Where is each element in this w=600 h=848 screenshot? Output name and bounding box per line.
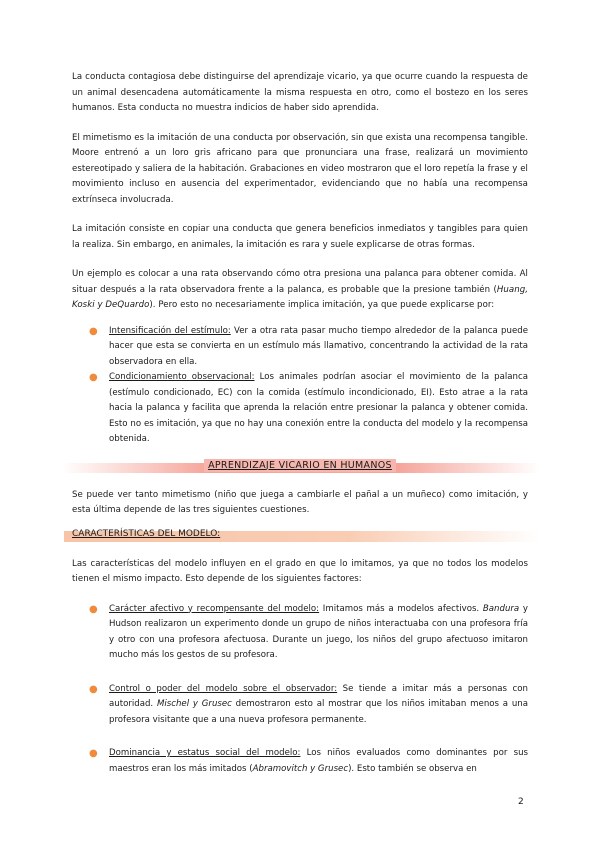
list-item xyxy=(72,602,528,664)
bullet-text: demostraron esto al mostrar que los niños imitaban menos a una profesora visitante que a una nueva profesora permanente. xyxy=(109,699,529,725)
rat-example-text-before: Un ejemplo es colocar a una rata observando cómo otra presiona una palanca para obtener comida. Al situar después a la rata observadora frente a la palanca, es probable que la presione también ( xyxy=(72,269,528,295)
bullet-dot-icon: ● xyxy=(89,325,98,337)
paragraph-humans-intro: Se puede ver tanto mimetismo (niño que juega a cambiarle el pañal a un muñeco) como imitación, y esta última depende de las tres siguientes cuestiones. xyxy=(72,489,528,515)
section-heading xyxy=(72,460,528,474)
bullet-dot-icon: ● xyxy=(89,748,98,759)
bullet-term: Control o poder del modelo sobre el observador: xyxy=(109,683,338,694)
bullet-term: Carácter afectivo y recompensante del modelo: xyxy=(109,603,320,614)
bullet-dot-icon: ● xyxy=(89,603,98,615)
list-item xyxy=(72,746,528,777)
paragraph-contagious-behavior: La conducta contagiosa debe distinguirse del aprendizaje vicario, ya que ocurre cuando la respuesta de un animal desencadena automáticamente la misma respuesta en otro, como el bostezo en los seres humanos. Esta conducta no muestra indicios de haber sido aprendida. xyxy=(72,72,528,113)
subsection-heading xyxy=(72,529,528,543)
explanations-list xyxy=(72,324,528,448)
rat-example-text-after: ). Pero esto no necesariamente implica imitación, ya que puede explicarse por: xyxy=(149,300,495,310)
bullet-text: Los animales podrían asociar el movimiento de la palanca (estímulo condicionado, EC) con la comida (estímulo incondicionado, EI). Esto atrae a la rata hacia la palanca y facilita que aprenda la relación entre presionar la palanca y obtener comida. Esto no es imitación, ya que no hay una conexión entre la conducta del modelo y la recompensa obtenida. xyxy=(109,372,528,444)
list-item xyxy=(72,682,528,729)
citation-mischel-grusec: Mischel y Grusec xyxy=(156,699,232,709)
paragraph-model-characteristics: Las características del modelo influyen en el grado en que lo imitamos, ya que no todos los modelos tienen el mismo impacto. Esto depende de los siguientes factores: xyxy=(72,558,528,584)
bullet-text: Ver a otra rata pasar mucho tiempo alrededor de la palanca puede hacer que esta se convierta en un estímulo más llamativo, concentrando la actividad de la rata observadora en ella. xyxy=(109,325,528,367)
paragraph-mimicry: El mimetismo es la imitación de una conducta por observación, sin que exista una recompensa tangible. Moore entrenó a un loro gris africano para que pronunciara una frase, realizará un movimiento estereotipado y saliera de la habitación. Grabaciones en video mostraron que el loro repetía la frase y el movimiento incluso en ausencia del experimentador, evidenciando que no había una recompensa extrínseca involucrada. xyxy=(72,132,528,205)
citation-huang: Huang, Koski y DeQuardo xyxy=(72,284,528,310)
list-item xyxy=(72,324,528,371)
bullet-text: ). Esto también se observa en xyxy=(348,763,477,774)
paragraph-imitation: La imitación consiste en copiar una conducta que genera beneficios inmediatos y tangibles para quien la realiza. Sin embargo, en animales, la imitación es rara y suele explicarse de otras formas. xyxy=(72,224,528,250)
section-heading-label: APRENDIZAJE VICARIO EN HUMANOS xyxy=(204,459,396,472)
bullet-text: Los niños evaluados como dominantes por sus maestros eran los más imitados ( xyxy=(109,748,529,774)
page-content xyxy=(72,70,528,777)
subsection-heading-label: CARACTERÍSTICAS DEL MODELO: xyxy=(72,528,221,539)
citation-abramovitch-grusec: Abramovitch y Grusec xyxy=(252,763,349,774)
page-number: 2 xyxy=(518,797,524,807)
paragraph-rat-example xyxy=(72,267,528,314)
bullet-text: Se tiende a imitar más a personas con autoridad. xyxy=(109,683,528,709)
bullet-text: y Hudson realizaron un experimento donde un grupo de niños interactuaba con una profesora fría y otro con una profesora afectuosa. Durante un juego, los niños del grupo afectuoso imitaron mucho más los gestos de su profesora. xyxy=(109,603,528,660)
citation-bandura: Bandura xyxy=(482,603,520,614)
bullet-term: Condicionamiento observacional: xyxy=(109,372,255,382)
bullet-dot-icon: ● xyxy=(89,372,98,383)
bullet-dot-icon: ● xyxy=(89,683,98,695)
model-factors-list xyxy=(72,602,528,778)
bullet-term: Intensificación del estímulo: xyxy=(109,325,231,336)
bullet-text: Imitamos más a modelos afectivos. xyxy=(319,603,483,614)
bullet-term: Dominancia y estatus social del modelo: xyxy=(109,748,301,758)
list-item xyxy=(72,370,528,448)
